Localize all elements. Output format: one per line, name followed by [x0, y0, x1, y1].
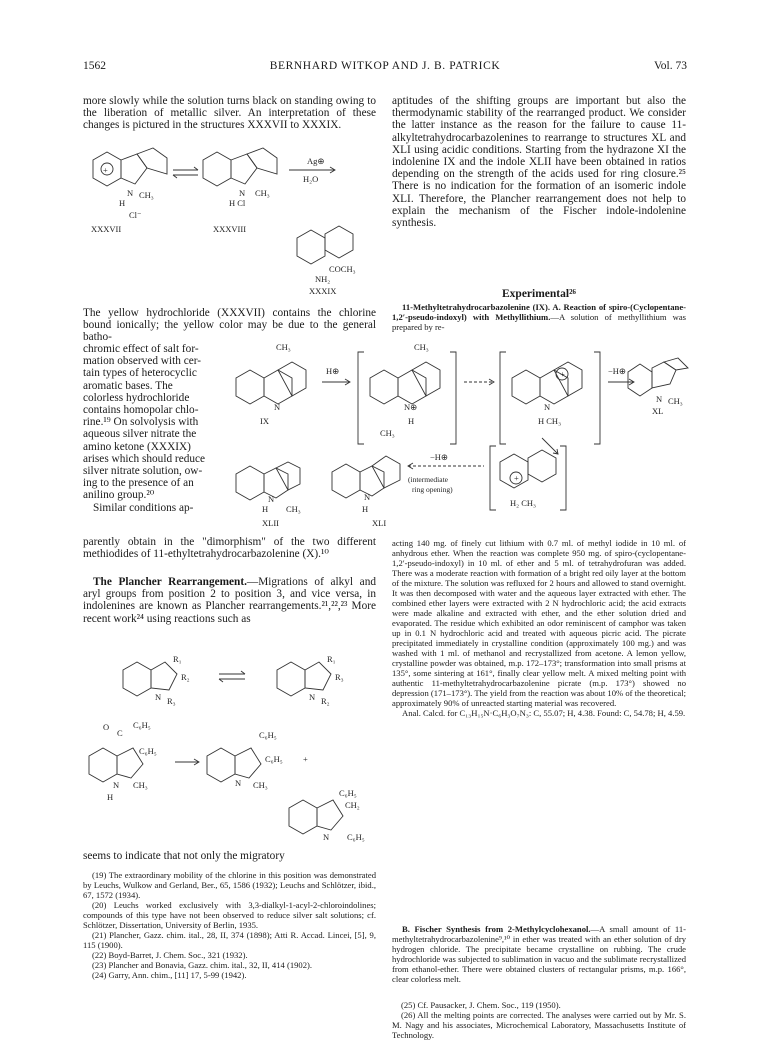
reagent-h2o: H₂O: [303, 174, 319, 184]
page-number: 1562: [83, 60, 106, 72]
footnote-21: (21) Plancher, Gazz. chim. ital., 28, II, 374 (1898); Atti R. Accad. Lincei, [5], 9, 115 (1900).: [83, 930, 376, 950]
structure-benzoylindoline: [89, 748, 143, 782]
svg-text:R₂: R₂: [181, 672, 190, 682]
left-footnotes: [83, 870, 376, 980]
svg-text:C₆H₅: C₆H₅: [265, 754, 283, 764]
int1-h: H: [408, 416, 415, 426]
svg-text:N: N: [235, 778, 242, 788]
structure-indolenine-b: [277, 662, 331, 696]
svg-text:+: +: [560, 369, 565, 379]
scheme-plancher: [83, 640, 383, 850]
svg-text:H: H: [107, 792, 114, 802]
open-h2ch3: H₂ CH₃: [510, 498, 536, 508]
structure-ix-protonated: [370, 362, 440, 404]
svg-text:+: +: [514, 473, 519, 483]
experimental-a-body: acting 140 mg. of finely cut lithium with 0.7 ml. of methyl iodide in 10 ml. of anhydrous ether. When the reaction was complete 950 mg. of spiro-(cyclopentane-1,2′-pseudo-indoxyl) in 10 ml. of ether and 5 ml. of tetrahydrofuran was added. There was a moderate reaction with formation of a bright red oily layer at the bottom of the mixture. The solution was refluxed for 2 hours and allowed to stand overnight. It was then decomposed with water and the aqueous layer extracted with ether. The combined ether layers were extracted with 2 N hydrochloric acid; the acid extracts were made alkaline and extracted with ether, and the ether solution dried and evaporated. The residue which exhibited an odor reminiscent of camphor was taken up in 0.1 N hydrochloric acid and treated with aqueous picric acid. The picrate precipitated immediately in crystalline condition (approximately 100 mg.) and was washed with 1 ml. of methanol and recrystallized from acetone. A lemon yellow, crystalline powder was obtained, m.p. 172–173°; transformation into small prisms at 135°, some sintering at 161°, finally clear yellow melt. A mixed melting point with authentic 11-methyltetrahydrocarbazolenine picrate (m.p. 173°) showed no depression (171–173°). The yield from the reaction was about 10% of the theoretical; approximately 90% of unreacted starting material was recovered. Anal. Calcd. for C₁₃H₁₅N·C₆H₃O₇N₃: C, 55.07; H, 4.38. Found: C, 54.78; H, 4.59.: [392, 538, 686, 718]
svg-text:N: N: [113, 780, 120, 790]
xlii-ch3: CH₃: [286, 504, 301, 514]
plancher-paragraph: The Plancher Rearrangement.—Migrations of alkyl and aryl groups from position 2 to position 3, and vice versa, in indolenines are known as Plancher rearrangements.²¹,²²,²³ More recent work²⁴ using reactions such as: [83, 576, 376, 625]
svg-text:C₆H₅: C₆H₅: [339, 788, 357, 798]
footnote-25: (25) Cf. Pausacker, J. Chem. Soc., 119 (1950).: [401, 1000, 561, 1010]
svg-text:N: N: [239, 188, 246, 198]
ix-ch3: CH₃: [276, 342, 291, 352]
svg-text:N⊕: N⊕: [404, 402, 418, 412]
xxxviii-hcl: H Cl: [229, 198, 246, 208]
xlii-h: H: [262, 504, 269, 514]
xxxix-coch3: COCH₃: [329, 264, 356, 274]
structure-ix: [236, 362, 306, 404]
svg-text:R₃: R₃: [167, 696, 176, 706]
right-paragraph-1: aptitudes of the shifting groups are important but also the thermodynamic stability of the rearranged product. We consider the latter instance as the reason for the failure to cause 11-alkyltetrahydrocarbazolenines to rearrange to structures XL and XLI using acidic conditions. Starting from the hydrazone XI the indolenine IX and the indole XLII have been obtained in ratios depending on the strength of the acids used for ring closure.²⁵ There is no indication for the formation of an isomeric indole XLI. Therefore, the Plancher rearrangement does not help to explain the mechanism of the Fischer indole-indolenine synthesis.: [392, 95, 686, 230]
label-xxxix: XXXIX: [309, 286, 337, 296]
svg-text:C₆H₅: C₆H₅: [347, 832, 365, 842]
scheme-xxxvii-xxxix: [83, 140, 383, 310]
svg-text:O: O: [103, 722, 110, 732]
xl-ch3: CH₃: [668, 396, 683, 406]
reagent-ag: Ag⊕: [307, 156, 325, 166]
svg-text:R₂: R₂: [321, 696, 330, 706]
structure-xl: [628, 358, 688, 396]
reagent-hplus: H⊕: [326, 366, 340, 376]
left-wrapped-lines: chromic effect of salt for- mation observed with cer- tain types of heterocyclic aromatic bases. The colorless hydrochloride contains homopolar chlo- rine.¹⁹ On solvolysis with aqueous silver nitrate the amino ketone (XXXIX) arises which should reduce silver nitrate solution, ow- ing to the presence of an anilino group.²⁰ Similar conditions ap-: [83, 343, 206, 514]
structure-xxxviii: [203, 148, 277, 186]
volume-label: Vol. 73: [653, 60, 687, 72]
label-ix: IX: [260, 416, 269, 426]
label-xxxviii: XXXVIII: [213, 224, 247, 234]
label-xl: XL: [652, 406, 664, 416]
label-xxxvii: XXXVII: [91, 224, 122, 234]
footnote-24: (24) Garry, Ann. chim., [11] 17, 5-99 (1942).: [92, 970, 247, 980]
arrow-note-1: (intermediate: [408, 475, 448, 484]
analysis-line: Anal. Calcd. for C₁₃H₁₅N·C₆H₃O₇N₃: C, 55.07; H, 4.38. Found: C, 54.78; H, 4.59.: [402, 708, 686, 718]
label-xlii: XLII: [262, 518, 279, 528]
svg-text:CH₂: CH₂: [345, 800, 360, 810]
svg-text:N: N: [656, 394, 663, 404]
structure-indolenine-a: [123, 662, 177, 696]
experimental-a-heading: 11-Methyltetrahydrocarbazolenine (IX). A. Reaction of spiro-(Cyclopentane-1,2′-pseudo-indoxyl) with Methyllithium.—A solution of methyllithium was prepared by re-: [392, 302, 686, 332]
xxxix-nh2: NH₂: [315, 274, 331, 284]
xli-ch3: CH₃: [380, 428, 395, 438]
structure-xxxvii: [93, 148, 167, 186]
footnote-26: (26) All the melting points are corrected. The analyses were carried out by Mr. S. M. Nagy and his associates, Microchemical Laboratory, Massachusetts Institute of Technology.: [392, 1010, 686, 1040]
svg-text:N: N: [268, 494, 275, 504]
plancher-heading: The Plancher Rearrangement.: [93, 576, 247, 588]
experimental-heading: Experimental²⁶: [502, 288, 576, 300]
svg-text:+: +: [303, 754, 308, 764]
svg-text:R₁: R₁: [327, 654, 336, 664]
chloride-ion: Cl⁻: [129, 210, 142, 220]
int2-hch3: H CH₃: [538, 416, 562, 426]
structure-benzylidene-indolenine: [289, 800, 343, 834]
structure-xxxix: [297, 226, 353, 264]
arrow-note-2: ring opening): [412, 485, 453, 494]
page-header: [83, 60, 687, 76]
xli-h: H: [362, 504, 369, 514]
svg-text:C₆H₅: C₆H₅: [259, 730, 277, 740]
left-paragraph-3: parently obtain in the "dimorphism" of the two different methiodides of 11-ethyltetrahydrocarbazolenine (X).¹⁰: [83, 536, 376, 561]
svg-text:N: N: [309, 692, 316, 702]
footnote-19: (19) The extraordinary mobility of the chlorine in this position was demonstrated by Leuchs, Wulkow and Gerland, Ber., 65, 1586 (1932); Leuchs and Schlötzer, ibid., 67, 1572 (1934).: [83, 870, 376, 900]
xxxvii-h: H: [119, 198, 126, 208]
svg-text:N: N: [274, 402, 281, 412]
experimental-b: B. Fischer Synthesis from 2-Methylcyclohexanol.—A small amount of 11-methyltetrahydrocarbazolenine⁹,¹⁰ in ether was treated with an ether solution of dry hydrogen chloride. The precipitate became crystalline on rubbing. The crude hydrochloride was subjected to sublimation in vacuo and the sublimate recrystallized from ethanol-ether. There were obtained clusters of rectangular prisms, m.p. 166°, clear colorless melt.: [392, 924, 686, 984]
svg-text:N: N: [323, 832, 330, 842]
reagent-minus-hplus-2: −H⊕: [430, 452, 449, 462]
footnote-22: (22) Boyd-Barret, J. Chem. Soc., 321 (1932).: [92, 950, 248, 960]
plus-charge: +: [103, 165, 108, 175]
svg-text:C₆H₅: C₆H₅: [139, 746, 157, 756]
xxxvii-ch3: CH₃: [139, 190, 154, 200]
running-title: BERNHARD WITKOP AND J. B. PATRICK: [269, 60, 501, 72]
label-xli: XLI: [372, 518, 387, 528]
left-paragraph-1: more slowly while the solution turns black on standing owing to the liberation of metallic silver. An interpretation of these changes is pictured in the structures XXXVII to XXXIX.: [83, 95, 376, 132]
footnote-20: (20) Leuchs worked exclusively with 3,3-dialkyl-1-acyl-2-chloroindolines; compounds of this type have not been observed to reduce silver salt solutions; cf. Schlötzer, Dissertation, University of Berlin, 1935.: [83, 900, 376, 930]
reagent-minus-hplus: −H⊕: [608, 366, 627, 376]
svg-text:R₃: R₃: [335, 672, 344, 682]
svg-text:N: N: [155, 692, 162, 702]
structure-indolenine-c: [207, 748, 261, 782]
svg-text:R₁: R₁: [173, 654, 182, 664]
svg-text:N: N: [364, 492, 371, 502]
structure-open-cation: [500, 450, 556, 488]
left-paragraph-4: seems to indicate that not only the migratory: [83, 850, 285, 862]
svg-text:CH₃: CH₃: [253, 780, 268, 790]
left-paragraph-2: The yellow hydrochloride (XXXVII) contains the chlorine bound ionically; the yellow color may be due to the general batho-: [83, 307, 376, 344]
xxxviii-ch3: CH₃: [255, 188, 270, 198]
svg-text:C: C: [117, 728, 123, 738]
svg-text:N: N: [127, 188, 134, 198]
structure-cation: [512, 362, 582, 404]
scheme-ix-xl-xli: [232, 334, 692, 534]
svg-text:C₆H₅: C₆H₅: [133, 720, 151, 730]
footnote-23: (23) Plancher and Bonavia, Gazz. chim. ital., 32, II, 414 (1902).: [92, 960, 313, 970]
int1-ch3: CH₃: [414, 342, 429, 352]
svg-text:CH₃: CH₃: [133, 780, 148, 790]
svg-text:N: N: [544, 402, 551, 412]
right-footnotes: [392, 1000, 686, 1040]
